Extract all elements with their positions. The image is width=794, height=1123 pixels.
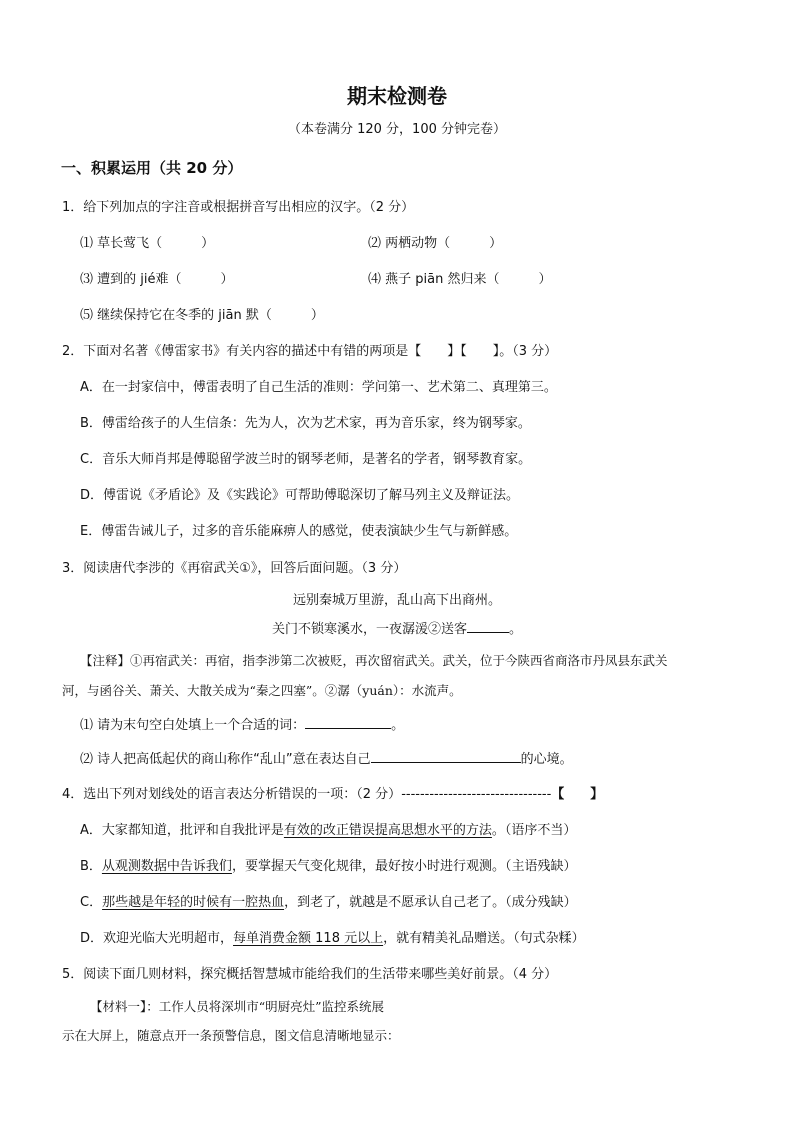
question-4-stem-text: 4．选出下列对划线处的语言表达分析错误的一项：（2 分） [62,787,402,802]
poem-line-2-end: 。 [509,622,523,637]
question-4-answer-bracket: 【 】 [551,787,604,802]
question-3-sub-1-text: ⑴ 请为末句空白处填上一个合适的词： [80,718,306,733]
note-line-2: 河，与函谷关、萧关、大散关成为“秦之四塞”。②潺（yuán）：水流声。 [62,683,462,698]
answer-blank-2 [371,750,521,763]
question-4-stem [62,786,603,804]
question-2-option-b: B．傅雷给孩子的人生信条：先为人，次为艺术家，再为音乐家，终为钢琴家。 [80,416,531,431]
question-4-option-a [80,822,576,840]
question-2-option-e: E．傅雷告诫儿子，过多的音乐能麻痹人的感觉，使表演缺少生气与新鲜感。 [80,524,518,539]
question-3-sub-2-end: 的心境。 [520,752,573,767]
question-5-stem: 5．阅读下面几则材料，探究概括智慧城市能给我们的生活带来哪些美好前景。（4 分） [62,967,558,982]
option-c-underlined: 那些越是年轻的时候有一腔热血 [102,895,285,910]
material-1-line-2: 示在大屏上，随意点开一条预警信息，图文信息清晰地显示： [62,1028,400,1043]
section-heading: 一、积累运用（共 20 分） [61,159,243,177]
poem-line-1: 远别秦城万里游，乱山高下出商州。 [292,593,501,608]
answer-blank-1 [305,716,391,729]
poem-blank [467,620,509,633]
question-1-item-1: ⑴ 草长莺飞（ ） [80,236,215,251]
page-subtitle: （本卷满分 120 分，100 分钟完卷） [287,122,507,137]
question-4-dashes: -------------------------------- [401,787,552,802]
question-1-item-4: ⑷ 燕子 piān 然归来（ ） [368,272,552,287]
question-3-sub-1 [80,716,404,735]
question-2-option-a: A．在一封家信中，傅雷表明了自己生活的准则：学问第一、艺术第二、真理第三。 [80,380,557,395]
option-a-post: 。（语序不当） [491,823,577,838]
question-3-sub-1-end: 。 [391,718,405,733]
note-line-1: 【注释】①再宿武关：再宿，指李涉第二次被贬，再次留宿武关。武关，位于今陕西省商洛市丹凤县东武关 [80,653,668,668]
option-d-underlined: 每单消费金额 118 元以上 [233,931,384,946]
option-b-pre: B． [80,859,102,874]
question-4-option-d [80,930,585,948]
poem-line-2 [0,620,794,639]
question-3-sub-2 [80,750,573,769]
option-a-pre: A．大家都知道，批评和自我批评是 [80,823,284,838]
option-d-post: ，就有精美礼品赠送。（句式杂糅） [383,931,585,946]
page-title: 期末检测卷 [347,84,447,108]
question-1-stem: 1．给下列加点的字注音或根据拼音写出相应的汉字。（2 分） [62,200,415,215]
question-2-stem: 2．下面对名著《傅雷家书》有关内容的描述中有错的两项是【 】【 】。（3 分） [62,344,558,359]
question-1-item-5: ⑸ 继续保持它在冬季的 jiān 默（ ） [80,308,324,323]
option-c-post: ，到老了，就越是不愿承认自己老了。（成分残缺） [284,895,577,910]
poem-line-2-text: 关门不锁寒溪水，一夜潺湲②送客 [271,622,467,637]
question-3-stem: 3．阅读唐代李涉的《再宿武关①》，回答后面问题。（3 分） [62,561,407,576]
material-1-line-1: 【材料一】：工作人员将深圳市“明厨亮灶”监控系统展 [90,999,385,1014]
option-a-underlined: 有效的改正错误提高思想水平的方法 [283,823,492,838]
question-1-item-3: ⑶ 遭到的 jié难（ ） [80,272,234,287]
question-4-option-c [80,894,577,912]
option-d-pre: D．欢迎光临大光明超市， [80,931,234,946]
option-b-underlined: 从观测数据中告诉我们 [101,859,232,874]
option-b-post: ，要掌握天气变化规律，最好按小时进行观测。（主语残缺） [231,859,577,874]
question-1-item-2: ⑵ 两栖动物（ ） [368,236,503,251]
question-2-option-d: D．傅雷说《矛盾论》及《实践论》可帮助傅聪深切了解马列主义及辩证法。 [80,488,520,503]
question-3-sub-2-text: ⑵ 诗人把高低起伏的商山称作“乱山”意在表达自己 [80,752,371,767]
option-c-pre: C． [80,895,103,910]
question-2-option-c: C．音乐大师肖邦是傅聪留学波兰时的钢琴老师，是著名的学者，钢琴教育家。 [80,452,532,467]
question-4-option-b [80,858,576,876]
